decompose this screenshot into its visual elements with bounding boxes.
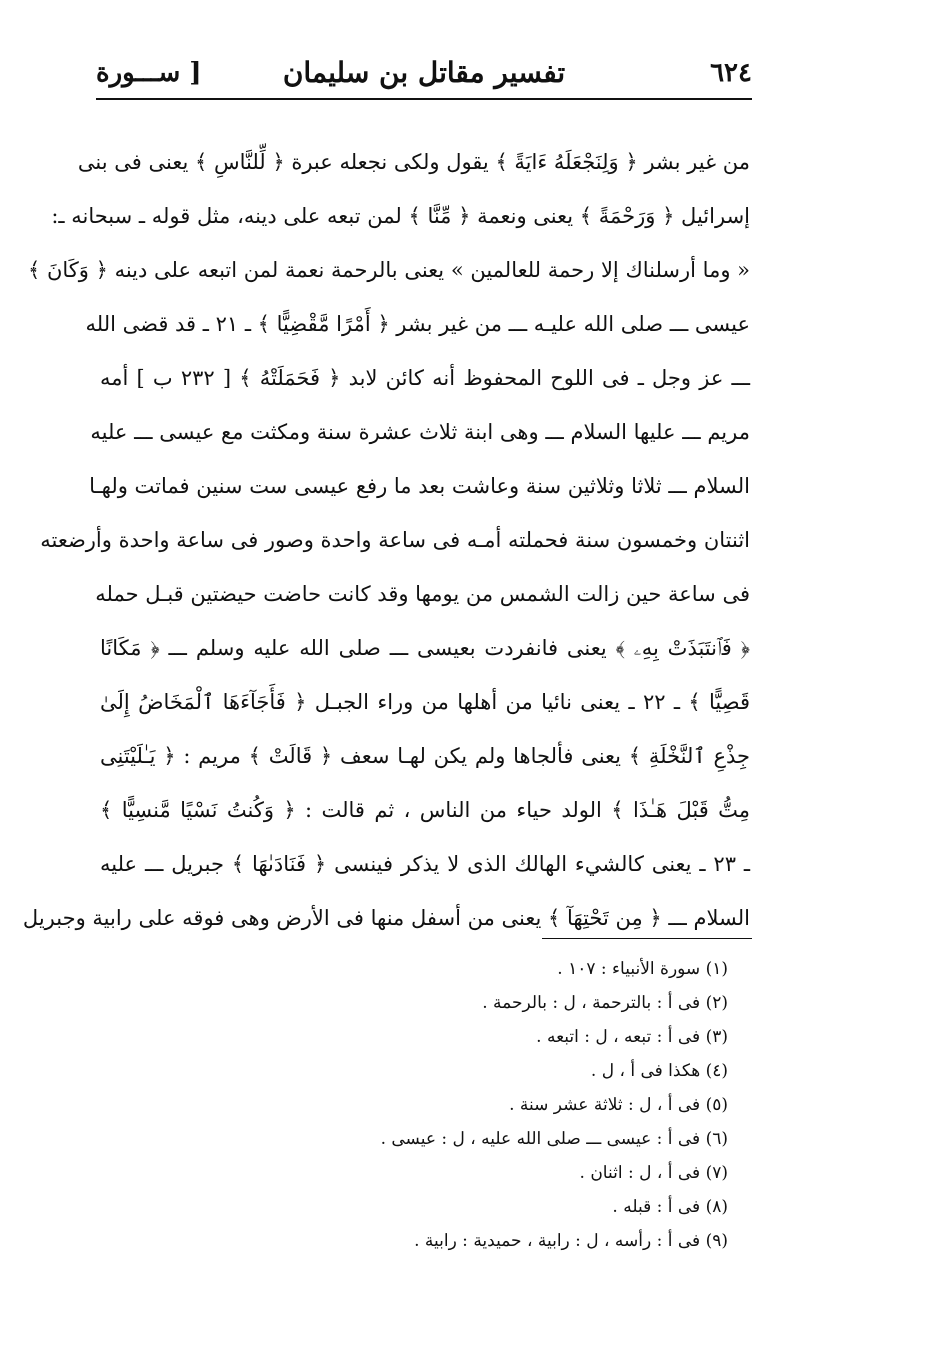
page-number: ٦٢٤ [710, 58, 752, 88]
body-line: ـ ٢٣ ـ يعنى كالشيء الهالك الذى لا يذكر فينسى ﴿ فَنَادَىٰهَا ﴾ جبريل ـــ عليه [100, 852, 751, 876]
body-text [22, 135, 751, 945]
footnote-rule [542, 938, 752, 939]
body-line: جِذْعِ ٱلنَّخْلَةِ ﴾ يعنى فألجاها ولم يكن لهـا سعف ﴿ قَالَتْ ﴾ مريم : ﴿ يَـٰلَيْتَنِى [100, 744, 750, 768]
footnote: (١) سورة الأنبياء : ١٠٧ . [557, 959, 728, 979]
footnote: (٢) فى أ : بالترحمة ، ل : بالرحمة . [482, 993, 728, 1013]
body-line: السلام ـــ ﴿ مِن تَحْتِهَآ ﴾ يعنى من أسفل منها فى الأرض وهى فوقه على رابية وجبريل [22, 906, 750, 930]
body-line: عيسى ـــ صلى الله عليـه ـــ من غير بشر ﴿ أَمْرًا مَّقْضِيًّا ﴾ ـ ٢١ ـ قد قضى الله [85, 312, 750, 336]
body-line: من غير بشر ﴿ وَلِنَجْعَلَهُ ءَايَةً ﴾ يقول ولكى نجعله عبرة ﴿ لِّلنَّاسِ ﴾ يعنى فى بنى [77, 150, 750, 174]
footnote: (٦) فى أ : عيسى ـــ صلى الله عليه ، ل : عيسى . [380, 1129, 728, 1149]
body-line: قَصِيًّا ﴾ ـ ٢٢ ـ يعنى نائيا من أهلها من وراء الجبـل ﴿ فَأَجَآءَهَا ٱلْمَخَاضُ إِلَىٰ [100, 690, 751, 714]
body-line: ـــ عز وجل ـ فى اللوح المحفوظ أنه كائن لابد ﴿ فَحَمَلَتْهُ ﴾ [ ٢٣٢ ب ] أمه [100, 366, 750, 390]
footnotes [208, 952, 728, 1258]
surah-label: [ ســـورة [96, 58, 202, 88]
footnote: (٩) فى أ : رأسه ، ل : رابية ، حميدية : رابية . [414, 1231, 728, 1251]
header-rule [96, 98, 752, 100]
body-line: اثنتان وخمسون سنة فحملته أمـه فى ساعة واحدة وصور فى ساعة واحدة وأرضعته [40, 528, 750, 552]
footnote: (٧) فى أ ، ل : اثنان . [579, 1163, 728, 1183]
footnote: (٣) فى أ : تبعه ، ل : اتبعه . [536, 1027, 728, 1047]
footnote: (٤) هكذا فى أ ، ل . [590, 1061, 728, 1081]
body-line: السلام ـــ ثلاثا وثلاثين سنة وعاشت بعد ما رفع عيسى ست سنين فماتت ولهـا [89, 474, 750, 498]
body-line: « وما أرسلناك إلا رحمة للعالمين » يعنى بالرحمة نعمة لمن اتبعه على دينه ﴿ وَكَانَ ﴾ [27, 258, 750, 282]
body-line: إسرائيل ﴿ وَرَحْمَةً ﴾ يعنى ونعمة ﴿ مِّنَّا ﴾ لمن تبعه على دينه، مثل قوله ـ سبحانه ـ: [51, 204, 750, 228]
page-header [96, 52, 752, 96]
body-line: فى ساعة حين زالت الشمس من يومها وقد كانت حاضت حيضتين قبـل حمله [95, 582, 750, 606]
footnote: (٨) فى أ : قبله . [612, 1197, 728, 1217]
body-line: ﴿ فَٱنتَبَذَتْ بِهِۦ ﴾ يعنى فانفردت بعيسى ـــ صلى الله عليه وسلم ـــ ﴿ مَكَانًا [100, 636, 750, 660]
running-title: تفسير مقاتل بن سليمان [282, 56, 566, 89]
footnote: (٥) فى أ ، ل : ثلاثة عشر سنة . [509, 1095, 728, 1115]
body-line: مِتُّ قَبْلَ هَـٰذَا ﴾ الولد حياء من الناس ، ثم قالت : ﴿ وَكُنتُ نَسْيًا مَّنسِيًّا ﴾ [100, 798, 750, 822]
body-line: مريم ـــ عليها السلام ـــ وهى ابنة ثلاث عشرة سنة ومكثت مع عيسى ـــ عليه [90, 420, 750, 444]
